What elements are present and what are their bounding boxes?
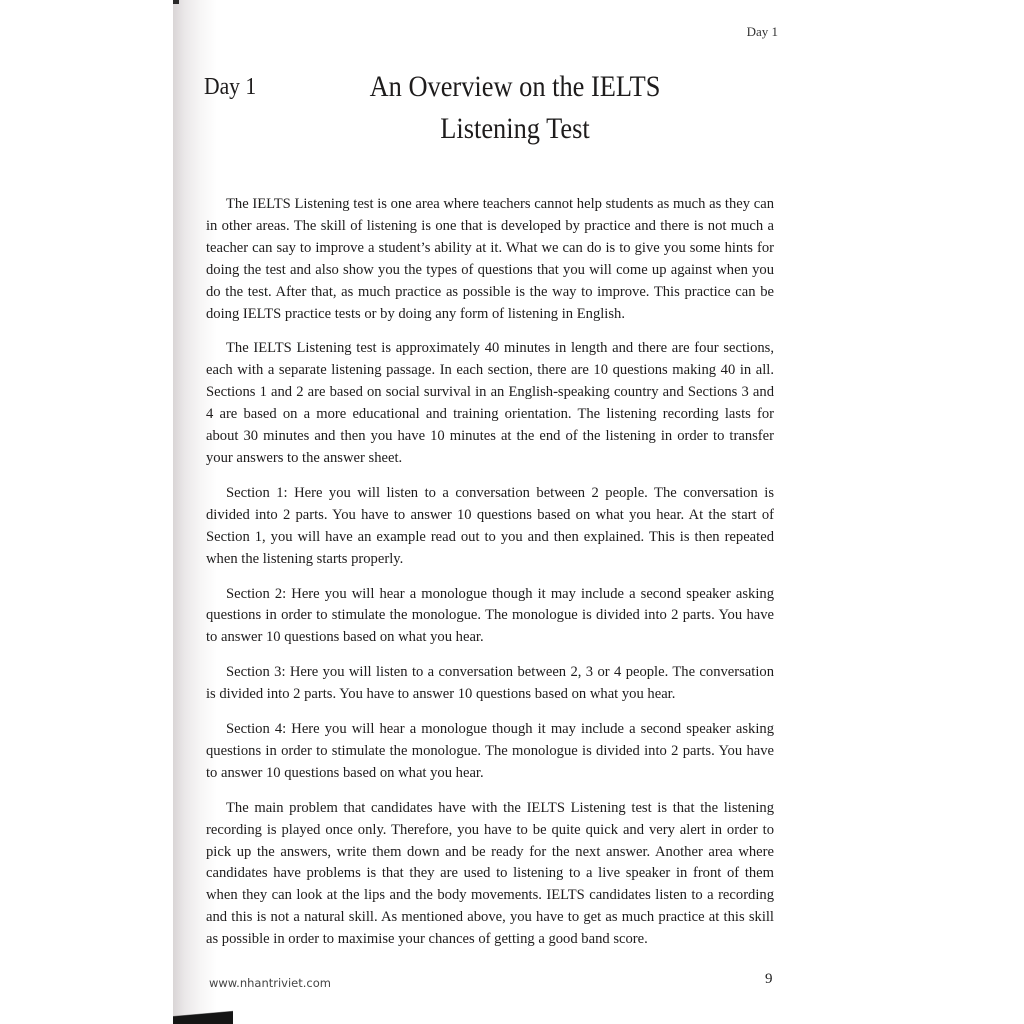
paragraph-section-2: Section 2: Here you will hear a monologue though it may include a second speaker asking questions in order to stimulate the monologue. The monologue is divided into 2 parts. You have to answer 10 questions based on what you hear.: [206, 585, 774, 646]
running-head: Day 1: [746, 24, 778, 39]
paragraph-section-4: Section 4: Here you will hear a monologue though it may include a second speaker asking questions in order to stimulate the monologue. The monologue is divided into 2 parts. You have to answer 10 questions based on what you hear.: [206, 721, 774, 781]
chapter-title: [300, 66, 730, 150]
paragraph-intro: The IELTS Listening test is one area where teachers cannot help students as much as they can in other areas. The skill of listening is one that is developed by practice and there is not much a teacher can say to improve a student’s ability at it. What we can do is to give you some hints for doing the test and also show you the types of questions that you will come up against when you do the test. After that, as much practice as possible is the way to improve. This practice can be doing IELTS practice tests or by doing any form of listening in English.: [206, 196, 774, 322]
chapter-title-line-2: Listening Test: [440, 112, 590, 145]
chapter-title-line-1: An Overview on the IELTS: [369, 70, 661, 103]
paragraph-section-3: Section 3: Here you will listen to a conversation between 2, 3 or 4 people. The conversation is divided into 2 parts. You have to answer 10 questions based on what you hear.: [206, 664, 774, 703]
paragraph-main-problem: The main problem that candidates have with the IELTS Listening test is that the listening recording is played once only. Therefore, you have to be quite quick and very alert in order to pick up the answers, write them down and be ready for the next answer. Another area where candidates have problems is that they are used to listening to a live speaker in front of them when they can look at the lips and the body movements. IELTS candidates listen to a recording and this is not a natural skill. As mentioned above, you have to get as much practice at this skill as possible in order to maximise your chances of getting a good band score.: [206, 799, 774, 948]
paragraph-section-1: Section 1: Here you will listen to a conversation between 2 people. The conversation is divided into 2 parts. You have to answer 10 questions based on what you hear. At the start of Section 1, you will have an example read out to you and then explained. This is then repeated when the listening starts properly.: [206, 484, 774, 567]
page-number: 9: [765, 971, 773, 987]
chapter-day-label: Day 1: [204, 74, 257, 100]
paragraph-test-format: The IELTS Listening test is approximately 40 minutes in length and there are four sections, each with a separate listening passage. In each section, there are 10 questions making 40 in all. Sections 1 and 2 are based on social survival in an English-speaking country and Sections 3 and 4 are based on a more educational and training orientation. The listening recording lasts for about 30 minutes and then you have 10 minutes at the end of the listening in order to transfer your answers to the answer sheet.: [206, 340, 774, 466]
page-corner-shadow-top: [173, 0, 179, 4]
page-corner-shadow-bottom: [173, 1010, 233, 1024]
body-text: [206, 194, 774, 964]
footer-website-url: www.nhantriviet.com: [209, 976, 331, 990]
